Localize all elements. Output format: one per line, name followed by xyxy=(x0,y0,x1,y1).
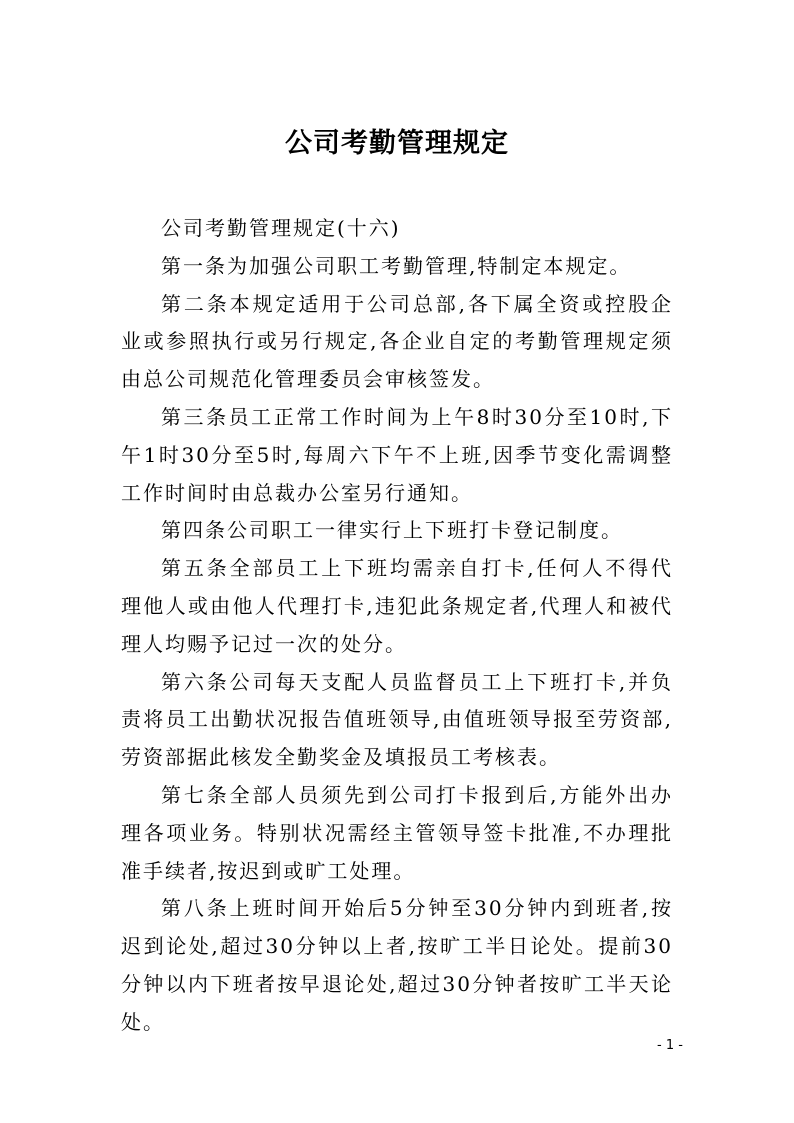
paragraph-subtitle: 公司考勤管理规定(十六) xyxy=(161,216,401,240)
page-number: - 1 - xyxy=(657,1038,683,1053)
paragraph-article-4: 第四条公司职工一律实行上下班打卡登记制度。 xyxy=(161,518,623,543)
paragraph-article-1: 第一条为加强公司职工考勤管理,特制定本规定。 xyxy=(161,253,632,278)
paragraph-article-8: 第八条上班时间开始后5分钟至30分钟内到班者,按迟到论处,超过30分钟以上者,按旷工半日论处。提前30分钟以内下班者按早退论处,超过30分钟者按旷工半天论处。 xyxy=(121,896,673,1034)
paragraph-article-6: 第六条公司每天支配人员监督员工上下班打卡,并负责将员工出勤状况报告值班领导,由值班领导报至劳资部,劳资部据此核发全勤奖金及填报员工考核表。 xyxy=(121,669,673,770)
paragraph-article-5: 第五条全部员工上下班均需亲自打卡,任何人不得代理他人或由他人代理打卡,违犯此条规定者,代理人和被代理人均赐予记过一次的处分。 xyxy=(121,556,673,656)
paragraph-article-2: 第二条本规定适用于公司总部,各下属全资或控股企业或参照执行或另行规定,各企业自定的考勤管理规定须由总公司规范化管理委员会审核签发。 xyxy=(121,291,673,392)
paragraph-article-7: 第七条全部人员须先到公司打卡报到后,方能外出办理各项业务。特别状况需经主管领导签卡批准,不办理批准手续者,按迟到或旷工处理。 xyxy=(121,782,673,883)
paragraph-article-3: 第三条员工正常工作时间为上午8时30分至10时,下午1时30分至5时,每周六下午不上班,因季节变化需调整工作时间时由总裁办公室另行通知。 xyxy=(121,404,673,505)
document-body xyxy=(121,210,673,1042)
page-title: 公司考勤管理规定 xyxy=(285,128,509,160)
